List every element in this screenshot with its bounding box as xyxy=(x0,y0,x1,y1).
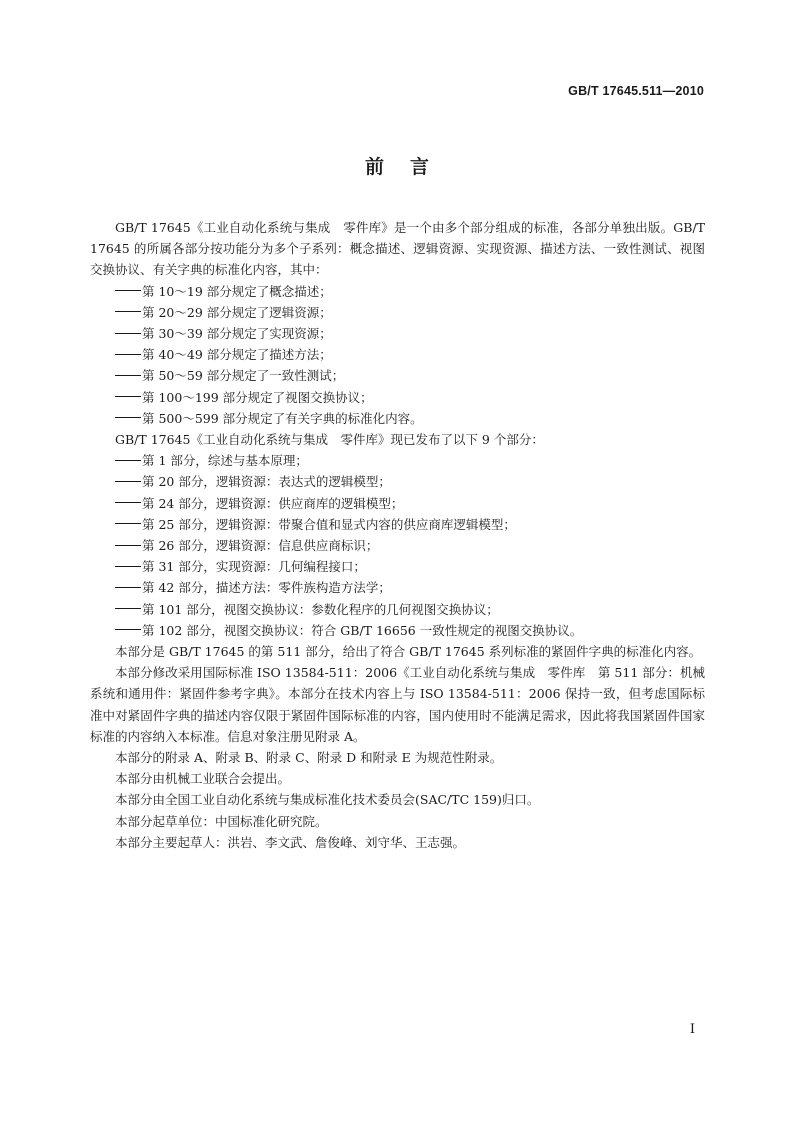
annex-paragraph: 本部分的附录 A、附录 B、附录 C、附录 D 和附录 E 为规范性附录。 xyxy=(115,750,503,766)
em-dash-icon xyxy=(115,375,141,377)
drafters-paragraph: 本部分主要起草人：洪岩、李文武、詹俊峰、刘守华、王志强。 xyxy=(115,834,466,850)
page-number: I xyxy=(689,1022,695,1037)
em-dash-icon xyxy=(115,311,141,313)
list-item: 第 25 部分，逻辑资源：带聚合值和显式内容的供应商库逻辑模型； xyxy=(90,514,705,535)
em-dash-icon xyxy=(115,396,141,398)
list-item: 第 30～39 部分规定了实现资源； xyxy=(90,323,705,344)
em-dash-icon xyxy=(115,481,141,483)
page-title: 前言 xyxy=(364,156,455,178)
document-number: GB/T 17645.511—2010 xyxy=(568,84,704,98)
em-dash-icon xyxy=(115,587,141,589)
list-item: 第 10～19 部分规定了概念描述； xyxy=(90,281,705,302)
series-list xyxy=(90,281,705,429)
intro-paragraph: GB/T 17645《工业自动化系统与集成 零件库》是一个由多个部分组成的标准，各部分单独出版。GB/T 17645 的所属各部分按功能分为多个子系列：概念描述、逻辑资源、实现资源、描述方法、一致性测试、视图交换协议、有关字典的标准化内容，其中： xyxy=(90,220,705,278)
list-item: 第 24 部分，逻辑资源：供应商库的逻辑模型； xyxy=(90,493,705,514)
list-item: 第 31 部分，实现资源：几何编程接口； xyxy=(90,556,705,577)
list-item: 第 20～29 部分规定了逻辑资源； xyxy=(90,302,705,323)
list-item: 第 100～199 部分规定了视图交换协议； xyxy=(90,387,705,408)
foreword-body xyxy=(90,217,705,853)
adoption-paragraph: 本部分修改采用国际标准 ISO 13584-511：2006《工业自动化系统与集成 零件库 第 511 部分：机械系统和通用件：紧固件参考字典》。本部分在技术内容上与 ISO 13584-511：2006 保持一致，但考虑国际标准中对紧固件字典的描述内容仅限于紧固件国际标准的内容，国内使用时不能满足需求，因此将我国紧固件国家标准的内容纳入本标准。信息对象注册见附录 A。 xyxy=(90,665,705,744)
em-dash-icon xyxy=(115,290,141,292)
drafting-unit-paragraph: 本部分起草单位：中国标准化研究院。 xyxy=(115,813,328,829)
published-parts-paragraph: GB/T 17645《工业自动化系统与集成 零件库》现已发布了以下 9 个部分： xyxy=(115,432,544,448)
list-item: 第 42 部分，描述方法：零件族构造方法学； xyxy=(90,577,705,598)
list-item: 第 50～59 部分规定了一致性测试； xyxy=(90,365,705,386)
proposer-paragraph: 本部分由机械工业联合会提出。 xyxy=(115,771,291,787)
em-dash-icon xyxy=(115,523,141,525)
list-item: 第 1 部分，综述与基本原理； xyxy=(90,450,705,471)
em-dash-icon xyxy=(115,354,141,356)
scope-paragraph: 本部分是 GB/T 17645 的第 511 部分，给出了符合 GB/T 17645 系列标准的紧固件字典的标准化内容。 xyxy=(115,644,702,660)
em-dash-icon xyxy=(115,545,141,547)
em-dash-icon xyxy=(115,566,141,568)
list-item: 第 101 部分，视图交换协议：参数化程序的几何视图交换协议； xyxy=(90,599,705,620)
list-item: 第 102 部分，视图交换协议：符合 GB/T 16656 一致性规定的视图交换协议。 xyxy=(90,620,705,641)
em-dash-icon xyxy=(115,608,141,610)
committee-paragraph: 本部分由全国工业自动化系统与集成标准化技术委员会(SAC/TC 159)归口。 xyxy=(115,792,540,808)
parts-list xyxy=(90,450,705,641)
em-dash-icon xyxy=(115,333,141,335)
list-item: 第 26 部分，逻辑资源：信息供应商标识； xyxy=(90,535,705,556)
list-item: 第 500～599 部分规定了有关字典的标准化内容。 xyxy=(90,408,705,429)
list-item: 第 40～49 部分规定了描述方法； xyxy=(90,344,705,365)
em-dash-icon xyxy=(115,502,141,504)
list-item: 第 20 部分，逻辑资源：表达式的逻辑模型； xyxy=(90,471,705,492)
em-dash-icon xyxy=(115,460,141,462)
em-dash-icon xyxy=(115,629,141,631)
em-dash-icon xyxy=(115,417,141,419)
